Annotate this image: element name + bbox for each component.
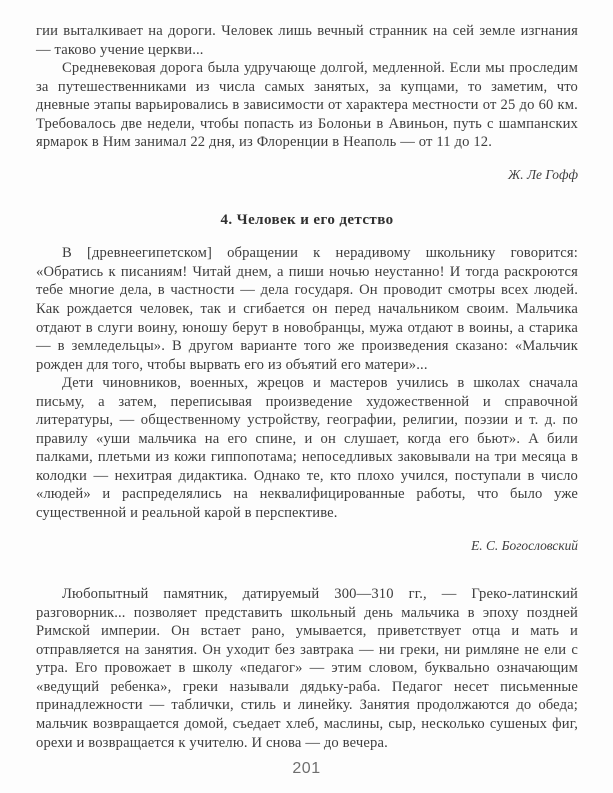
attribution-le-goff: Ж. Ле Гофф (508, 166, 578, 182)
attribution-bogoslovsky: Е. С. Богословский (471, 537, 578, 553)
spacer (36, 184, 578, 212)
text-column (36, 22, 578, 752)
page-number: 201 (292, 760, 321, 777)
section-heading: 4. Человек и его детство (220, 212, 394, 229)
paragraph-children-officials: Дети чиновников, военных, жрецов и мастеров учились в школах сначала письму, а затем, переписывая произведение художественной и справочной литературы, — общественному устройству, географии, религии, поэзии и т. д. по правилу «уши мальчика на его спине, и он слушает, когда его бьют». А били палками, плетьми из кожи гиппопотама; непоседливых заковывали на три месяца в колодки — нехитрая дидактика. Однако те, кто плохо учился, поступали в число «людей» и распределялись на неквалифицированные работы, что было уже существенной и реальной карой в перспективе. (36, 375, 578, 522)
paragraph-medieval-road: Средневековая дорога была удручающе долгой, медленной. Если мы проследим за путешественниками из числа самых занятых, за купцами, то заметим, что дневные этапы варьировались в зависимости от характера местности от 25 до 60 км. Требовалось две недели, чтобы попасть из Болоньи в Авиньон, путь с шампанских ярмарок в Ним занимал 22 дня, из Флоренции в Неаполь — от 11 до 12. (36, 60, 578, 151)
spacer (36, 152, 578, 166)
spacer (36, 229, 578, 244)
spacer (36, 523, 578, 537)
paragraph-continuation: гии выталкивает на дороги. Человек лишь вечный странник на сей земле изгнания — таково учение церкви... (36, 23, 578, 58)
spacer (36, 555, 578, 585)
paragraph-greco-latin-phrasebook: Любопытный памятник, датируемый 300—310 гг., — Греко-латинский разговорник... позволяет представить школьный день мальчика в эпоху поздней Римской империи. Он встает рано, умывается, приветствует отца и мать и отправляется на занятия. Он уходит без завтрака — ни греки, ни римляне не ели с утра. Его провожает в школу «педагог» — этим словом, буквально означающим «ведущий ребенка», греки называли дядьку-раба. Педагог несет письменные принадлежности — таблички, стиль и линейку. Занятия продолжаются до обеда; мальчик возвращается домой, съедает хлеб, маслины, сыр, несколько сушеных фиг, орехи и возвращается к учителю. И снова — до вечера. (36, 586, 578, 751)
paragraph-egyptian-address: В [древнеегипетском] обращении к нерадивому школьнику говорится: «Обратись к писаниям! Читай днем, а пиши ночью неустанно! И тогда раскроются тебе многие дела, в частности — дела государя. Он проводит смотры всех людей. Как рождается человек, так и сгибается он перед начальником своим. Мальчика отдают в слуги воину, юношу берут в новобранцы, мужа отдают в воины, а старика — в земледельцы». В другом варианте того же произведения сказано: «Мальчик рожден для того, чтобы вырвать его из объятий его матери»... (36, 245, 578, 373)
